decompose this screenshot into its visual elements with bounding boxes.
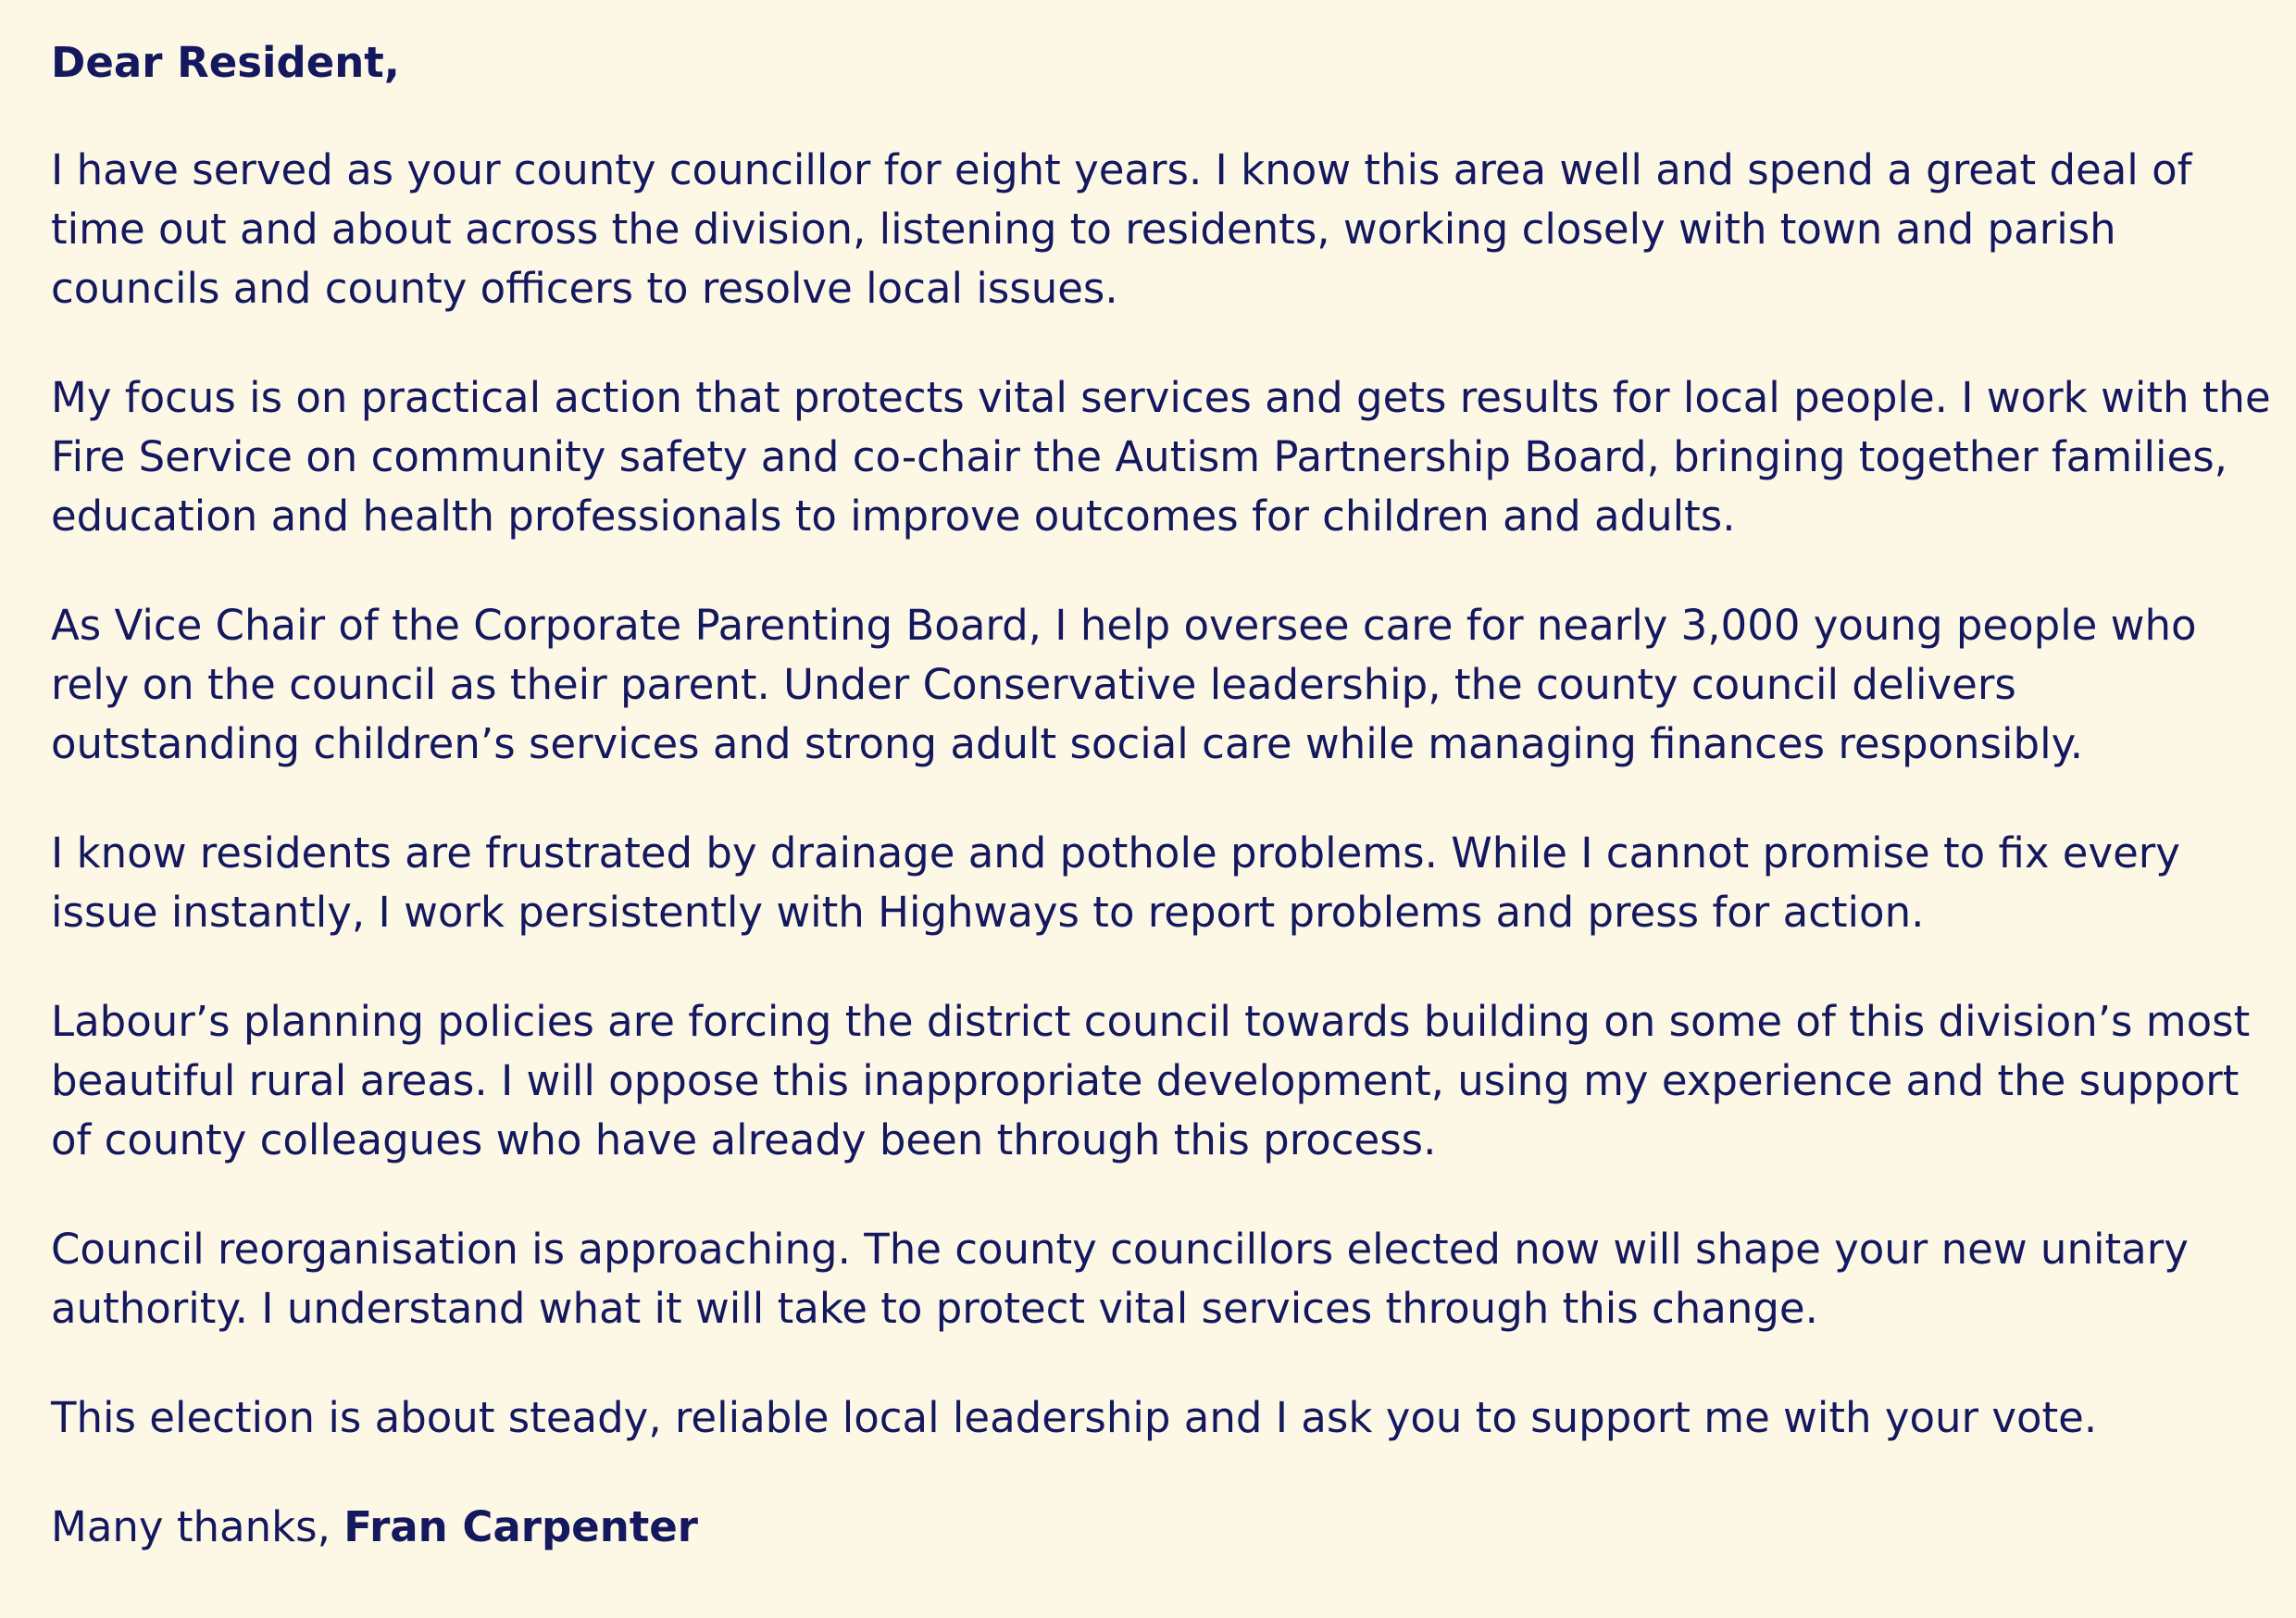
signature-name: Fran Carpenter <box>343 1502 698 1551</box>
signoff-line <box>51 1498 2273 1557</box>
paragraph-highways: I know residents are frustrated by drainage and pothole problems. While I cannot promise to fix every issue instantly, I work persistently with Highways to report problems and press for action. <box>51 828 2180 937</box>
signoff-text: Many thanks, <box>51 1502 331 1551</box>
paragraph-service: I have served as your county councillor for eight years. I know this area well and spend a great deal of time out and about across the division, listening to residents, working closely with town and parish councils and county officers to resolve local issues. <box>51 145 2192 313</box>
paragraph-focus: My focus is on practical action that protects vital services and gets results for local people. I work with the Fire Service on community safety and co-chair the Autism Partnership Board, bringing together families, education and health professionals to improve outcomes for children and adults. <box>51 373 2271 541</box>
paragraph-corporate-parenting: As Vice Chair of the Corporate Parenting Board, I help oversee care for nearly 3,000 young people who rely on the council as their parent. Under Conservative leadership, the county council delivers outstanding children’s services and strong adult social care while managing finances responsibly. <box>51 601 2197 768</box>
paragraph-reorganisation: Council reorganisation is approaching. The county councillors elected now will shape your new unitary authority. I understand what it will take to protect vital services through this change. <box>51 1225 2189 1333</box>
paragraph-planning: Labour’s planning policies are forcing the district council towards building on some of this division’s most beautiful rural areas. I will oppose this inappropriate development, using my experience and the support of county colleagues who have already been through this process. <box>51 997 2251 1164</box>
greeting: Dear Resident, <box>51 38 400 87</box>
paragraph-election: This election is about steady, reliable local leadership and I ask you to support me with your vote. <box>51 1393 2098 1442</box>
letter-body <box>51 33 2273 1557</box>
